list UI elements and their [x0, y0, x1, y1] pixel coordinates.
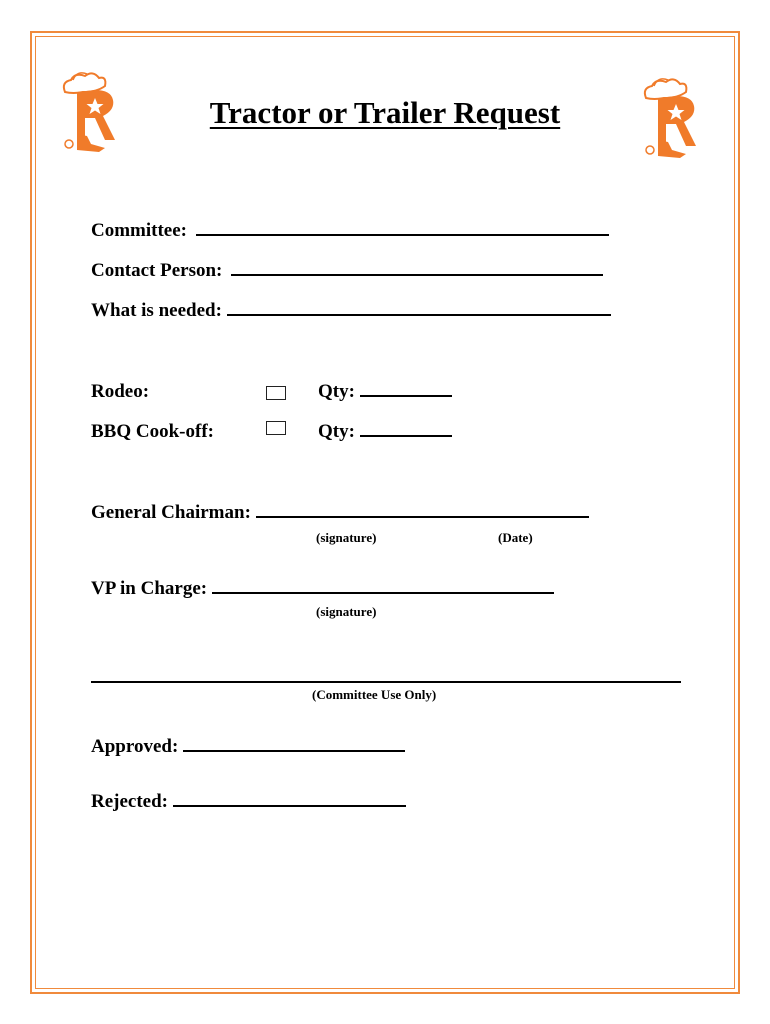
- general-chairman-signature-line[interactable]: [256, 502, 589, 518]
- bbq-checkbox[interactable]: [266, 421, 286, 435]
- page-title: Tractor or Trailer Request: [209, 95, 561, 130]
- rejected-field[interactable]: [91, 791, 406, 813]
- rodeo-label: Rodeo:: [91, 381, 150, 402]
- what-is-needed-field[interactable]: [91, 300, 611, 322]
- committee-field[interactable]: [91, 220, 609, 242]
- bbq-qty-input-line[interactable]: [360, 421, 452, 437]
- rejected-label: Rejected:: [91, 791, 169, 812]
- rodeo-qty-field[interactable]: [318, 381, 452, 403]
- committee-label: Committee:: [91, 220, 188, 241]
- bbq-label: BBQ Cook-off:: [91, 421, 214, 442]
- contact-person-label: Contact Person:: [91, 260, 223, 281]
- what-is-needed-input-line[interactable]: [227, 300, 611, 316]
- contact-person-input-line[interactable]: [231, 260, 603, 276]
- approved-label: Approved:: [91, 736, 179, 757]
- vp-signature-caption: (signature): [316, 604, 377, 619]
- rodeo-qty-input-line[interactable]: [360, 381, 452, 397]
- committee-input-line[interactable]: [196, 220, 609, 236]
- bbq-qty-label: Qty:: [318, 421, 355, 442]
- vp-in-charge-label: VP in Charge:: [91, 578, 208, 599]
- bbq-qty-field[interactable]: [318, 421, 452, 443]
- rejected-input-line[interactable]: [173, 791, 406, 807]
- vp-in-charge-field[interactable]: [91, 578, 554, 600]
- general-chairman-label: General Chairman:: [91, 502, 251, 523]
- what-is-needed-label: What is needed:: [91, 300, 222, 321]
- approved-field[interactable]: [91, 736, 405, 758]
- signature-caption: (signature): [316, 530, 377, 545]
- rodeo-qty-label: Qty:: [318, 381, 355, 402]
- approved-input-line[interactable]: [183, 736, 405, 752]
- rodeo-checkbox[interactable]: [266, 386, 286, 400]
- vp-in-charge-signature-line[interactable]: [212, 578, 554, 594]
- date-caption: (Date): [498, 530, 533, 545]
- committee-use-caption: (Committee Use Only): [312, 687, 437, 702]
- contact-person-field[interactable]: [91, 260, 603, 282]
- committee-use-divider: [91, 681, 681, 683]
- general-chairman-field[interactable]: [91, 502, 589, 524]
